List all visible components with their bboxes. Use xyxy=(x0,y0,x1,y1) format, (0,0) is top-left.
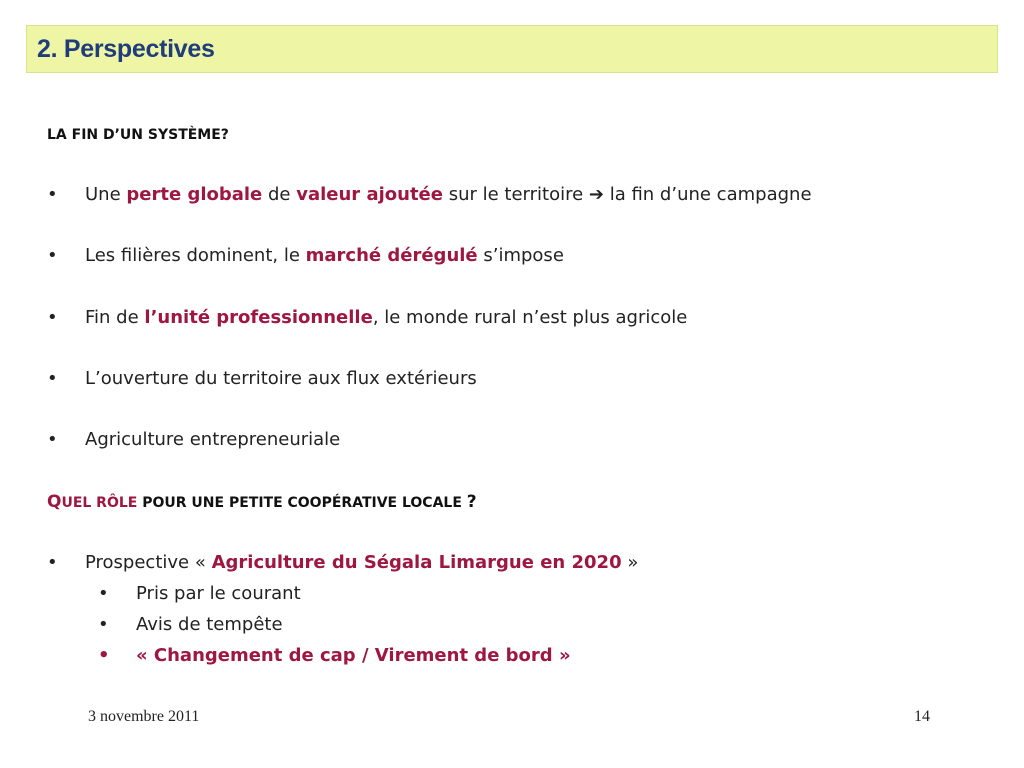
bullet-text: L’ouverture du territoire aux flux extérieurs xyxy=(85,368,477,389)
section-heading-quel-role: QUEL RÔLE POUR UNE PETITE COOPÉRATIVE LOCALE ? xyxy=(47,492,477,512)
highlight-perte-globale: perte globale xyxy=(126,184,263,205)
bullet-text: Une perte globale de valeur ajoutée sur le territoire ➔ la fin d’une campagne xyxy=(85,184,812,205)
highlight-marche-deregule: marché dérégulé xyxy=(305,245,478,266)
slide-title: 2. Perspectives xyxy=(37,35,215,63)
bullet-icon: • xyxy=(47,429,58,450)
bullet-text: Prospective « Agriculture du Ségala Limargue en 2020 » xyxy=(85,552,639,573)
highlight-unite-professionnelle: l’unité professionnelle xyxy=(144,307,373,328)
sub-bullet-text: « Changement de cap / Virement de bord » xyxy=(136,645,571,666)
bullet-icon: • xyxy=(47,184,58,205)
bullet-icon: • xyxy=(47,552,58,573)
highlight-segala-2020: Agriculture du Ségala Limargue en 2020 xyxy=(211,552,622,573)
highlight-valeur-ajoutee: valeur ajoutée xyxy=(296,184,443,205)
sub-bullet-text: Pris par le courant xyxy=(136,583,301,604)
bullet-text: Les filières dominent, le marché dérégulé s’impose xyxy=(85,245,564,266)
bullet-icon: • xyxy=(98,614,109,635)
title-bar xyxy=(26,25,998,73)
bullet-text: Agriculture entrepreneuriale xyxy=(85,429,341,450)
sub-bullet-text: Avis de tempête xyxy=(136,614,283,635)
bullet-icon: • xyxy=(98,583,109,604)
page-number: 14 xyxy=(914,708,930,725)
bullet-icon: • xyxy=(98,645,110,666)
section-heading-fin-systeme: LA FIN D’UN SYSTÈME? xyxy=(47,127,229,143)
bullet-icon: • xyxy=(47,307,58,328)
footer-date: 3 novembre 2011 xyxy=(88,708,200,725)
right-arrow-icon: ➔ xyxy=(588,184,604,205)
bullet-text: Fin de l’unité professionnelle, le monde rural n’est plus agricole xyxy=(85,307,688,328)
bullet-icon: • xyxy=(47,245,58,266)
bullet-icon: • xyxy=(47,368,58,389)
